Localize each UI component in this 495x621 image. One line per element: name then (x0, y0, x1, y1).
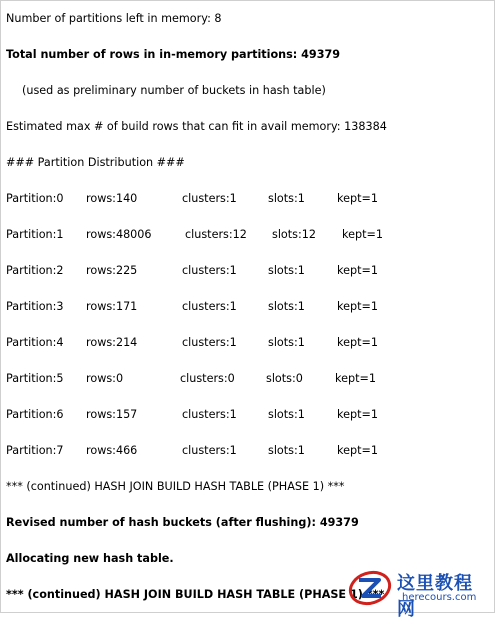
partition-clusters: clusters:1 (182, 444, 237, 457)
partition-slots: slots:1 (268, 300, 305, 313)
partition-clusters: clusters:1 (182, 408, 237, 421)
watermark-site-domain: herecours.com (402, 592, 477, 603)
distribution-header: ### Partition Distribution ### (6, 156, 185, 169)
partition-kept: kept=1 (337, 300, 378, 313)
revised-buckets-line: Revised number of hash buckets (after flushing): 49379 (6, 516, 359, 529)
partition-row (0, 192, 495, 208)
used-as-line: (used as preliminary number of buckets in hash table) (22, 84, 326, 97)
partition-row (0, 336, 495, 352)
partition-id: Partition:5 (6, 372, 64, 385)
partition-slots: slots:0 (266, 372, 303, 385)
partition-kept: kept=1 (337, 264, 378, 277)
partition-kept: kept=1 (337, 444, 378, 457)
partition-kept: kept=1 (337, 408, 378, 421)
partition-id: Partition:4 (6, 336, 64, 349)
partition-row (0, 300, 495, 316)
partition-row (0, 228, 495, 244)
partition-rows: rows:48006 (86, 228, 152, 241)
partition-rows: rows:0 (86, 372, 124, 385)
continued-line-2: *** (continued) HASH JOIN BUILD HASH TABLE (PHASE 1) *** (6, 588, 385, 601)
estimated-rows-line: Estimated max # of build rows that can fit in avail memory: 138384 (6, 120, 387, 133)
partition-id: Partition:7 (6, 444, 64, 457)
watermark-logo (347, 566, 489, 620)
partition-rows: rows:466 (86, 444, 138, 457)
partition-row (0, 408, 495, 424)
partition-slots: slots:1 (268, 192, 305, 205)
partition-row (0, 264, 495, 280)
partition-id: Partition:0 (6, 192, 64, 205)
partition-clusters: clusters:1 (182, 192, 237, 205)
partition-row (0, 444, 495, 460)
partition-slots: slots:1 (268, 336, 305, 349)
partition-id: Partition:6 (6, 408, 64, 421)
partition-kept: kept=1 (337, 192, 378, 205)
partition-slots: slots:1 (268, 408, 305, 421)
partitions-left-line: Number of partitions left in memory: 8 (6, 12, 222, 25)
continued-line-1: *** (continued) HASH JOIN BUILD HASH TABLE (PHASE 1) *** (6, 480, 345, 493)
partition-rows: rows:225 (86, 264, 138, 277)
partition-rows: rows:171 (86, 300, 138, 313)
partition-slots: slots:12 (272, 228, 317, 241)
partition-kept: kept=1 (335, 372, 376, 385)
partition-id: Partition:2 (6, 264, 64, 277)
partition-rows: rows:157 (86, 408, 138, 421)
partition-clusters: clusters:1 (182, 336, 237, 349)
partition-row (0, 372, 495, 388)
total-rows-line: Total number of rows in in-memory partitions: 49379 (6, 48, 341, 61)
watermark-site-name: 这里教程网 (397, 573, 473, 620)
partition-kept: kept=1 (337, 336, 378, 349)
partition-id: Partition:3 (6, 300, 64, 313)
allocating-line: Allocating new hash table. (6, 552, 174, 565)
partition-clusters: clusters:1 (182, 264, 237, 277)
partition-clusters: clusters:0 (180, 372, 235, 385)
partition-slots: slots:1 (268, 264, 305, 277)
partition-kept: kept=1 (342, 228, 383, 241)
partition-slots: slots:1 (268, 444, 305, 457)
site-logo-icon (347, 568, 393, 608)
partition-rows: rows:140 (86, 192, 138, 205)
partition-clusters: clusters:12 (185, 228, 247, 241)
partition-clusters: clusters:1 (182, 300, 237, 313)
partition-id: Partition:1 (6, 228, 64, 241)
partition-rows: rows:214 (86, 336, 138, 349)
